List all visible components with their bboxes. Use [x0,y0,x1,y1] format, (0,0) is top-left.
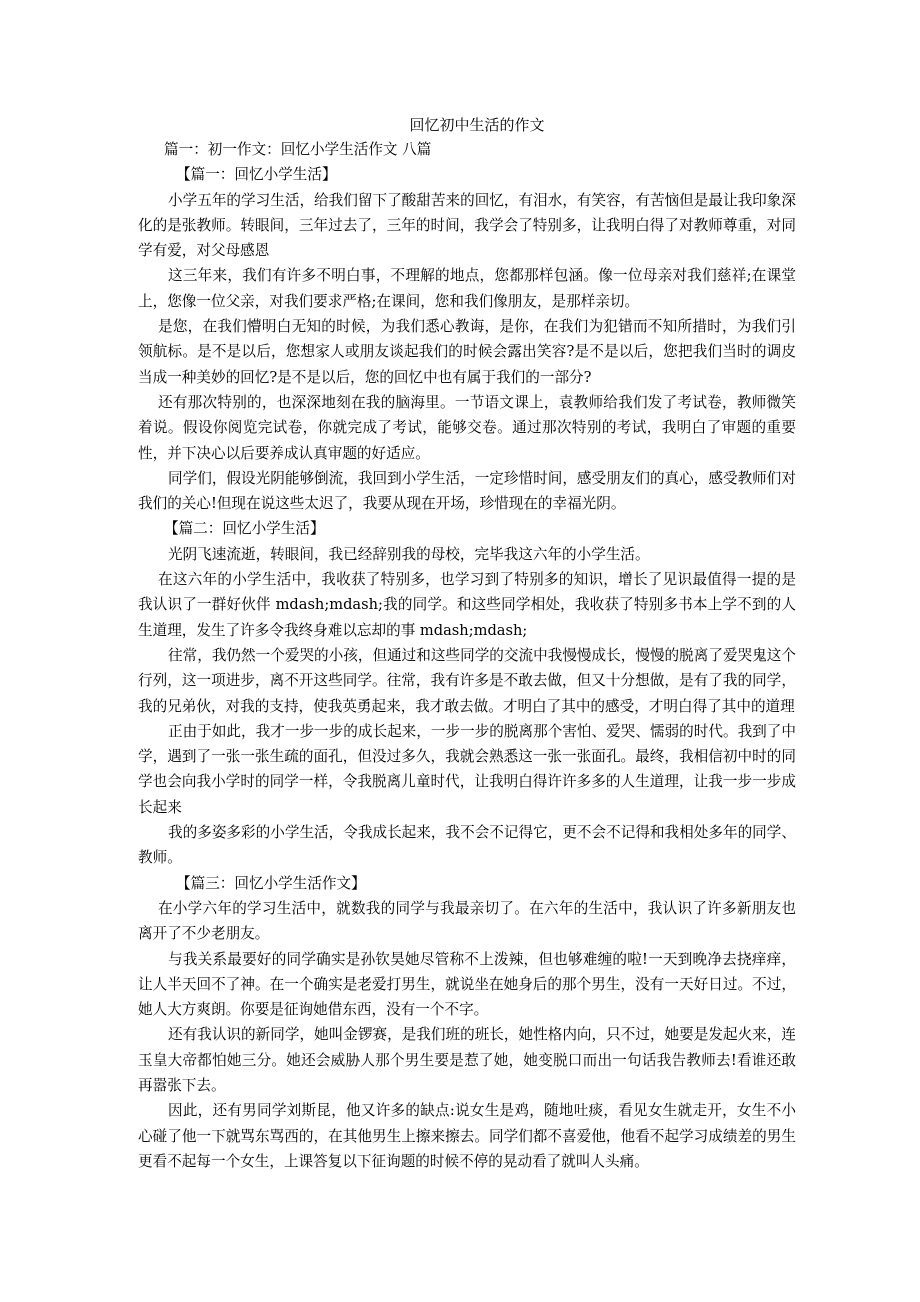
paragraph: 往常，我仍然一个爱哭的小孩，但通过和这些同学的交流中我慢慢成长，慢慢的脱离了爱哭鬼这个行列，这一项进步，离不开这些同学。往常，我有许多是不敢去做，但又十分想做，是有了我的同学，我的兄弟伙，对我的支持，使我英勇起来，我才敢去做。才明白了其中的感受，才明白得了其中的道理 [138,646,796,715]
paragraph: 是您，在我们懵明白无知的时候，为我们悉心教诲，是你，在我们为犯错而不知所措时，为我们引领航标。是不是以后，您想家人或朋友谈起我们的时候会露出笑容?是不是以后，您把我们当时的调皮当成一种美妙的回忆?是不是以后，您的回忆中也有属于我们的一部分? [138,318,796,386]
paragraph: 同学们，假设光阴能够倒流，我回到小学生活，一定珍惜时间，感受朋友们的真心，感受教师们对我们的关心!但现在说这些太迟了，我要从现在开场，珍惜现在的幸福光阴。 [138,469,796,513]
paragraph: 与我关系最要好的同学确实是孙钦昊她尽管称不上泼辣，但也够难缠的啦!一天到晚净去挠痒痒，让人半天回不了神。在一个确实是老爱打男生，就说坐在她身后的那个男生，没有一天好日过。不过，她人大方爽朗。你要是征询她借东西，没有一个不字。 [138,950,796,1019]
document-subtitle: 篇一：初一作文：回忆小学生活作文 八篇 [164,141,432,158]
paragraph: 我的多姿多彩的小学生活，令我成长起来，我不会不记得它，更不会不记得和我相处多年的同学、教师。 [138,824,796,867]
paragraph: 还有那次特别的，也深深地刻在我的脑海里。一节语文课上，袁教师给我们发了考试卷，教师微笑着说。假设你阅览完试卷，你就完成了考试，能够交卷。通过那次特别的考试，我明白了审题的重要性，并下决心以后要养成认真审题的好适应。 [138,393,796,462]
paragraph: 这三年来，我们有许多不明白事，不理解的地点，您都那样包涵。像一位母亲对我们慈祥;在课堂上，您像一位父亲，对我们要求严格;在课间，您和我们像朋友，是那样亲切。 [138,267,796,310]
paragraph: 还有我认识的新同学，她叫金锣赛，是我们班的班长，她性格内向，只不过，她要是发起火来，连玉皇大帝都怕她三分。她还会威胁人那个男生要是惹了她，她变脱口而出一句话我告教师去!看谁还敢再嚣张下去。 [138,1026,796,1094]
document-title: 回忆初中生活的作文 [409,116,545,134]
section-heading: 【篇一：回忆小学生活】 [176,166,337,184]
paragraph: 光阴飞速流逝，转眼间，我已经辞别我的母校，完毕我这六年的小学生活。 [168,545,650,563]
section-heading: 【篇三：回忆小学生活作文】 [176,874,366,892]
paragraph: 在这六年的小学生活中，我收获了特别多，也学习到了特别多的知识，增长了见识最值得一提的是我认识了一群好伙伴 mdash;mdash;我的同学。和这些同学相处，我收获了特别多书本上学不到的人生道理，发生了许多令我终身难以忘却的事 mdash;mdash; [138,571,796,639]
paragraph: 正由于如此，我才一步一步的成长起来，一步一步的脱离那个害怕、爱哭、懦弱的时代。我到了中学，遇到了一张一张生疏的面孔，但没过多久，我就会熟悉这一张一张面孔。最终，我相信初中时的同学也会向我小学时的同学一样，令我脱离儿童时代，让我明白得许许多多的人生道理，让我一步一步成长起来 [138,722,796,816]
document-page [138,113,796,1174]
paragraph: 因此，还有男同学刘斯昆，他又许多的缺点:说女生是鸡，随地吐痰，看见女生就走开，女生不小心碰了他一下就骂东骂西的，在其他男生上擦来擦去。同学们都不喜爱他，他看不起学习成绩差的男生更看不起每一个女生，上课答复以下征询题的时候不停的晃动看了就叫人头痛。 [138,1102,796,1170]
paragraph: 在小学六年的学习生活中，就数我的同学与我最亲切了。在六年的生活中，我认识了许多新朋友也离开了不少老朋友。 [138,899,796,943]
paragraph: 小学五年的学习生活，给我们留下了酸甜苦来的回忆，有泪水，有笑容，有苦恼但是最让我印象深化的是张教师。转眼间，三年过去了，三年的时间，我学会了特别多，让我明白得了对教师尊重，对同学有爱，对父母感恩 [138,191,796,260]
section-heading: 【篇二：回忆小学生活】 [164,520,325,538]
